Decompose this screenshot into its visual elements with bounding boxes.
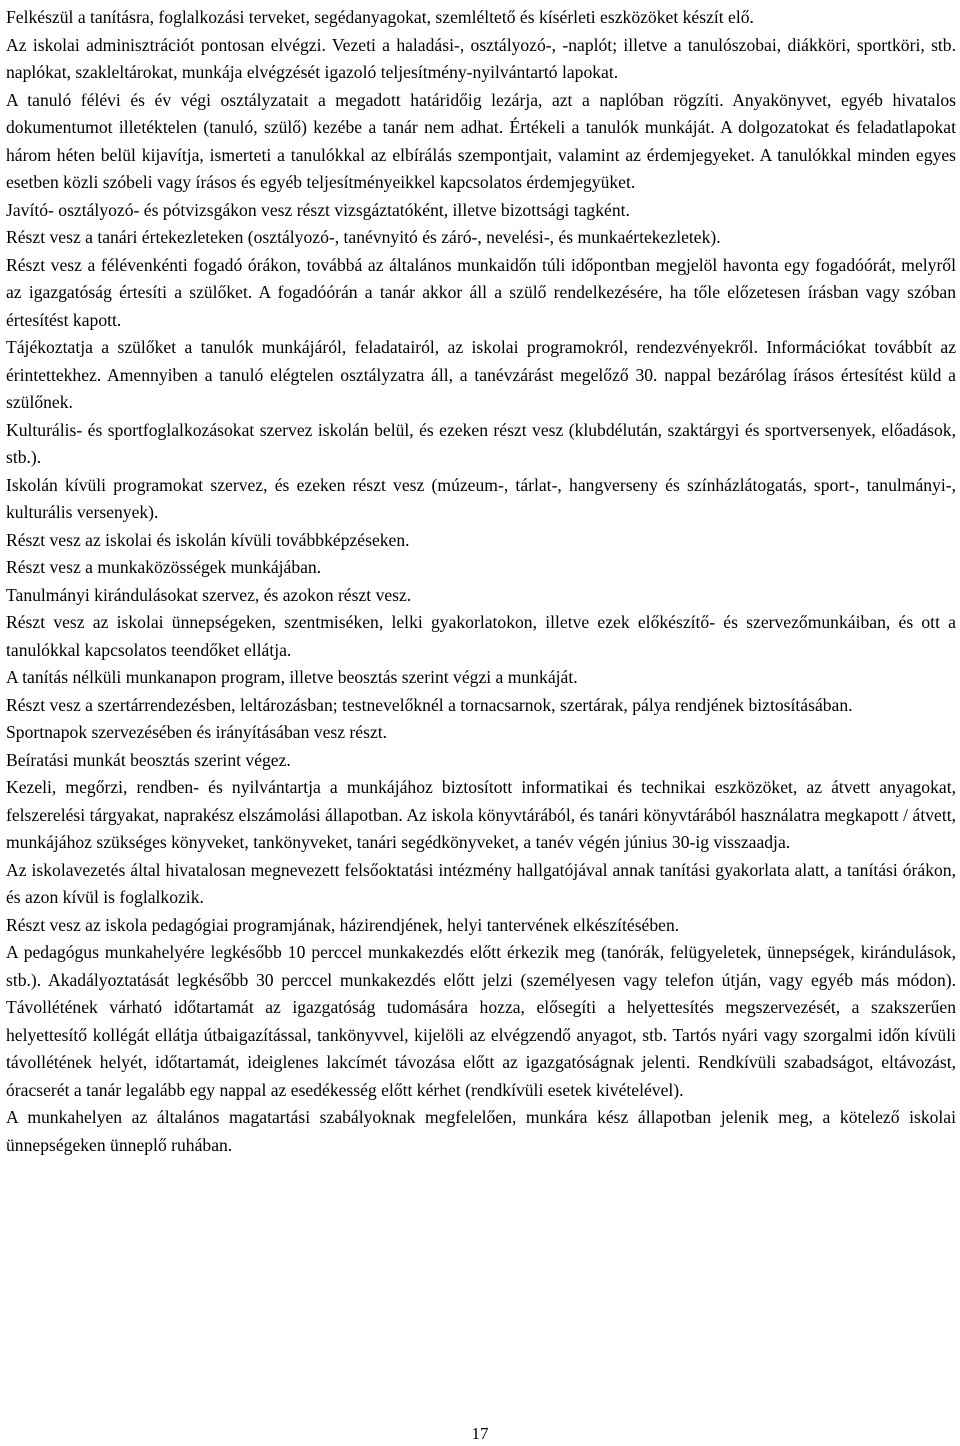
paragraph-trainings: Részt vesz az iskolai és iskolán kívüli továbbképzéseken. (6, 529, 410, 550)
paragraph-work-groups: Részt vesz a munkaközösségek munkájában. (6, 557, 322, 577)
paragraph-sports-days: Sportnapok szervezésében és irányításában vesz részt. (6, 722, 388, 742)
paragraph-pedagogical-program: Részt vesz az iskola pedagógiai programjának, házirendjének, helyi tantervének elkészítésében. (6, 914, 680, 935)
paragraph-office-hours: Részt vesz a félévenkénti fogadó órákon, továbbá az általános munkaidőn túli időpontban megjelöl havonta egy fogadóórát, melyről az igazgatóság értesíti a szülőket. A fogadóórán a tanár akkor áll a szülő rendelkezésére, ha tőle előzetesen írásban vagy szóban értesítést kapott. (6, 254, 956, 330)
paragraph-cultural-activities: Kulturális- és sportfoglalkozásokat szervez iskolán belül, és ezeken részt vesz (klubdélután, szaktárgyi és sportversenyek, előadások, stb.). (6, 419, 956, 467)
paragraph-exams: Javító- osztályozó- és pótvizsgákon vesz részt vizsgáztatóként, illetve bizottsági tagként. (6, 199, 630, 220)
paragraph-staff-meetings: Részt vesz a tanári értekezleteken (osztályozó-, tanévnyitó és záró-, nevelési-, és munkaértekezletek). (6, 227, 721, 247)
paragraph-preparation: Felkészül a tanításra, foglalkozási terveket, segédanyagokat, szemléltető és kísérleti eszközöket készít elő. (6, 7, 754, 27)
paragraph-inventory: Részt vesz a szertárrendezésben, leltározásban; testnevelőknél a tornacsarnok, szertárak, pálya rendjének biztosításában. (6, 694, 853, 715)
paragraph-attendance: A pedagógus munkahelyére legkésőbb 10 perccel munkakezdés előtt érkezik meg (tanórák, felügyeletek, ünnepségek, kirándulások, stb.). Akadályoztatását legkésőbb 30 perccel munkakezdés előtt jelzi (személyesen vagy telefon útján, vagy egyéb más módon). Távollétének várható időtartamát az igazgatóság tudomására hozza, elősegíti a helyettesítés megszervezését, a szakszerűen helyettesítő kollégát ellátja útbaigazítással, tankönyvvel, kijelöli az elvégzendő anyagot, stb. Tartós nyári vagy szorgalmi időn kívüli távollétének helyét, időtartamát, ideiglenes lakcímét távozása előtt az igazgatóságnak jelenti. Rendkívüli szabadságot, eltávozást, óracserét a tanár legalább egy nappal az esedékesség előtt kérhet (rendkívüli esetek kivételével). (6, 942, 956, 1100)
paragraph-administration: Az iskolai adminisztrációt pontosan elvégzi. Vezeti a haladási-, osztályozó-, -naplót; illetve a tanulószobai, diákköri, sportköri, stb. naplókat, szakleltárokat, munkája elvégzését igazoló teljesítmény-nyilvántartó lapokat. (6, 34, 956, 82)
page-number: 17 (471, 1424, 489, 1443)
paragraph-study-trips: Tanulmányi kirándulásokat szervez, és azokon részt vesz. (6, 584, 412, 605)
paragraph-non-teaching-days: A tanítás nélküli munkanapon program, illetve beosztás szerint végzi a munkáját. (6, 667, 578, 687)
paragraph-parent-information: Tájékoztatja a szülőket a tanulók munkájáról, feladatairól, az iskolai programokról, rendezvényekről. Információkat továbbít az érintettekhez. Amennyiben a tanuló elégtelen osztályzatra áll, a tanévzárást megelőző 30. nappal bezárólag írásos értesítést küld a szülőnek. (6, 337, 956, 412)
document-body (6, 4, 956, 1159)
paragraph-conduct: A munkahelyen az általános magatartási szabályoknak megfelelően, munkára kész állapotban jelenik meg, a kötelező iskolai ünnepségeken ünneplő ruhában. (6, 1107, 956, 1155)
paragraph-grading: A tanuló félévi és év végi osztályzatait a megadott határidőig lezárja, azt a naplóban rögzíti. Anyakönyvet, egyéb hivatalos dokumentumot illetéktelen (tanuló, szülő) kezébe a tanár nem adhat. Értékeli a tanulók munkáját. A dolgozatokat és feladatlapokat három héten belül kijavítja, ismerteti a tanulókkal az elbírálás szempontjait, valamint az érdemjegyeket. A tanulókkal minden egyes esetben közli szóbeli vagy írásos és egyéb teljesítményeikkel kapcsolatos érdemjegyüket. (6, 89, 956, 192)
paragraph-external-programs: Iskolán kívüli programokat szervez, és ezeken részt vesz (múzeum-, tárlat-, hangverseny és színházlátogatás, sport-, tanulmányi-, kulturális versenyek). (6, 474, 956, 522)
paragraph-equipment: Kezeli, megőrzi, rendben- és nyilvántartja a munkájához biztosított informatikai és technikai eszközöket, az átvett anyagokat, felszerelési tárgyakat, naprakész elszámolási állapotban. Az iskola könyvtárából, és tanári könyvtárából használatra megkapott / átvett, munkájához szükséges könyveket, tankönyveket, tanári segédkönyveket, a tanév végén június 30-ig visszaadja. (6, 777, 956, 852)
paragraph-enrollment: Beíratási munkát beosztás szerint végez. (6, 749, 291, 770)
paragraph-ceremonies: Részt vesz az iskolai ünnepségeken, szentmiséken, lelki gyakorlatokon, illetve ezek előkészítő- és szervezőmunkáiban, és ott a tanulókkal kapcsolatos teendőket ellátja. (6, 612, 956, 660)
paragraph-student-teachers: Az iskolavezetés által hivatalosan megnevezett felsőoktatási intézmény hallgatójával annak tanítási gyakorlata alatt, a tanítási órákon, és azon kívül is foglalkozik. (6, 859, 956, 907)
